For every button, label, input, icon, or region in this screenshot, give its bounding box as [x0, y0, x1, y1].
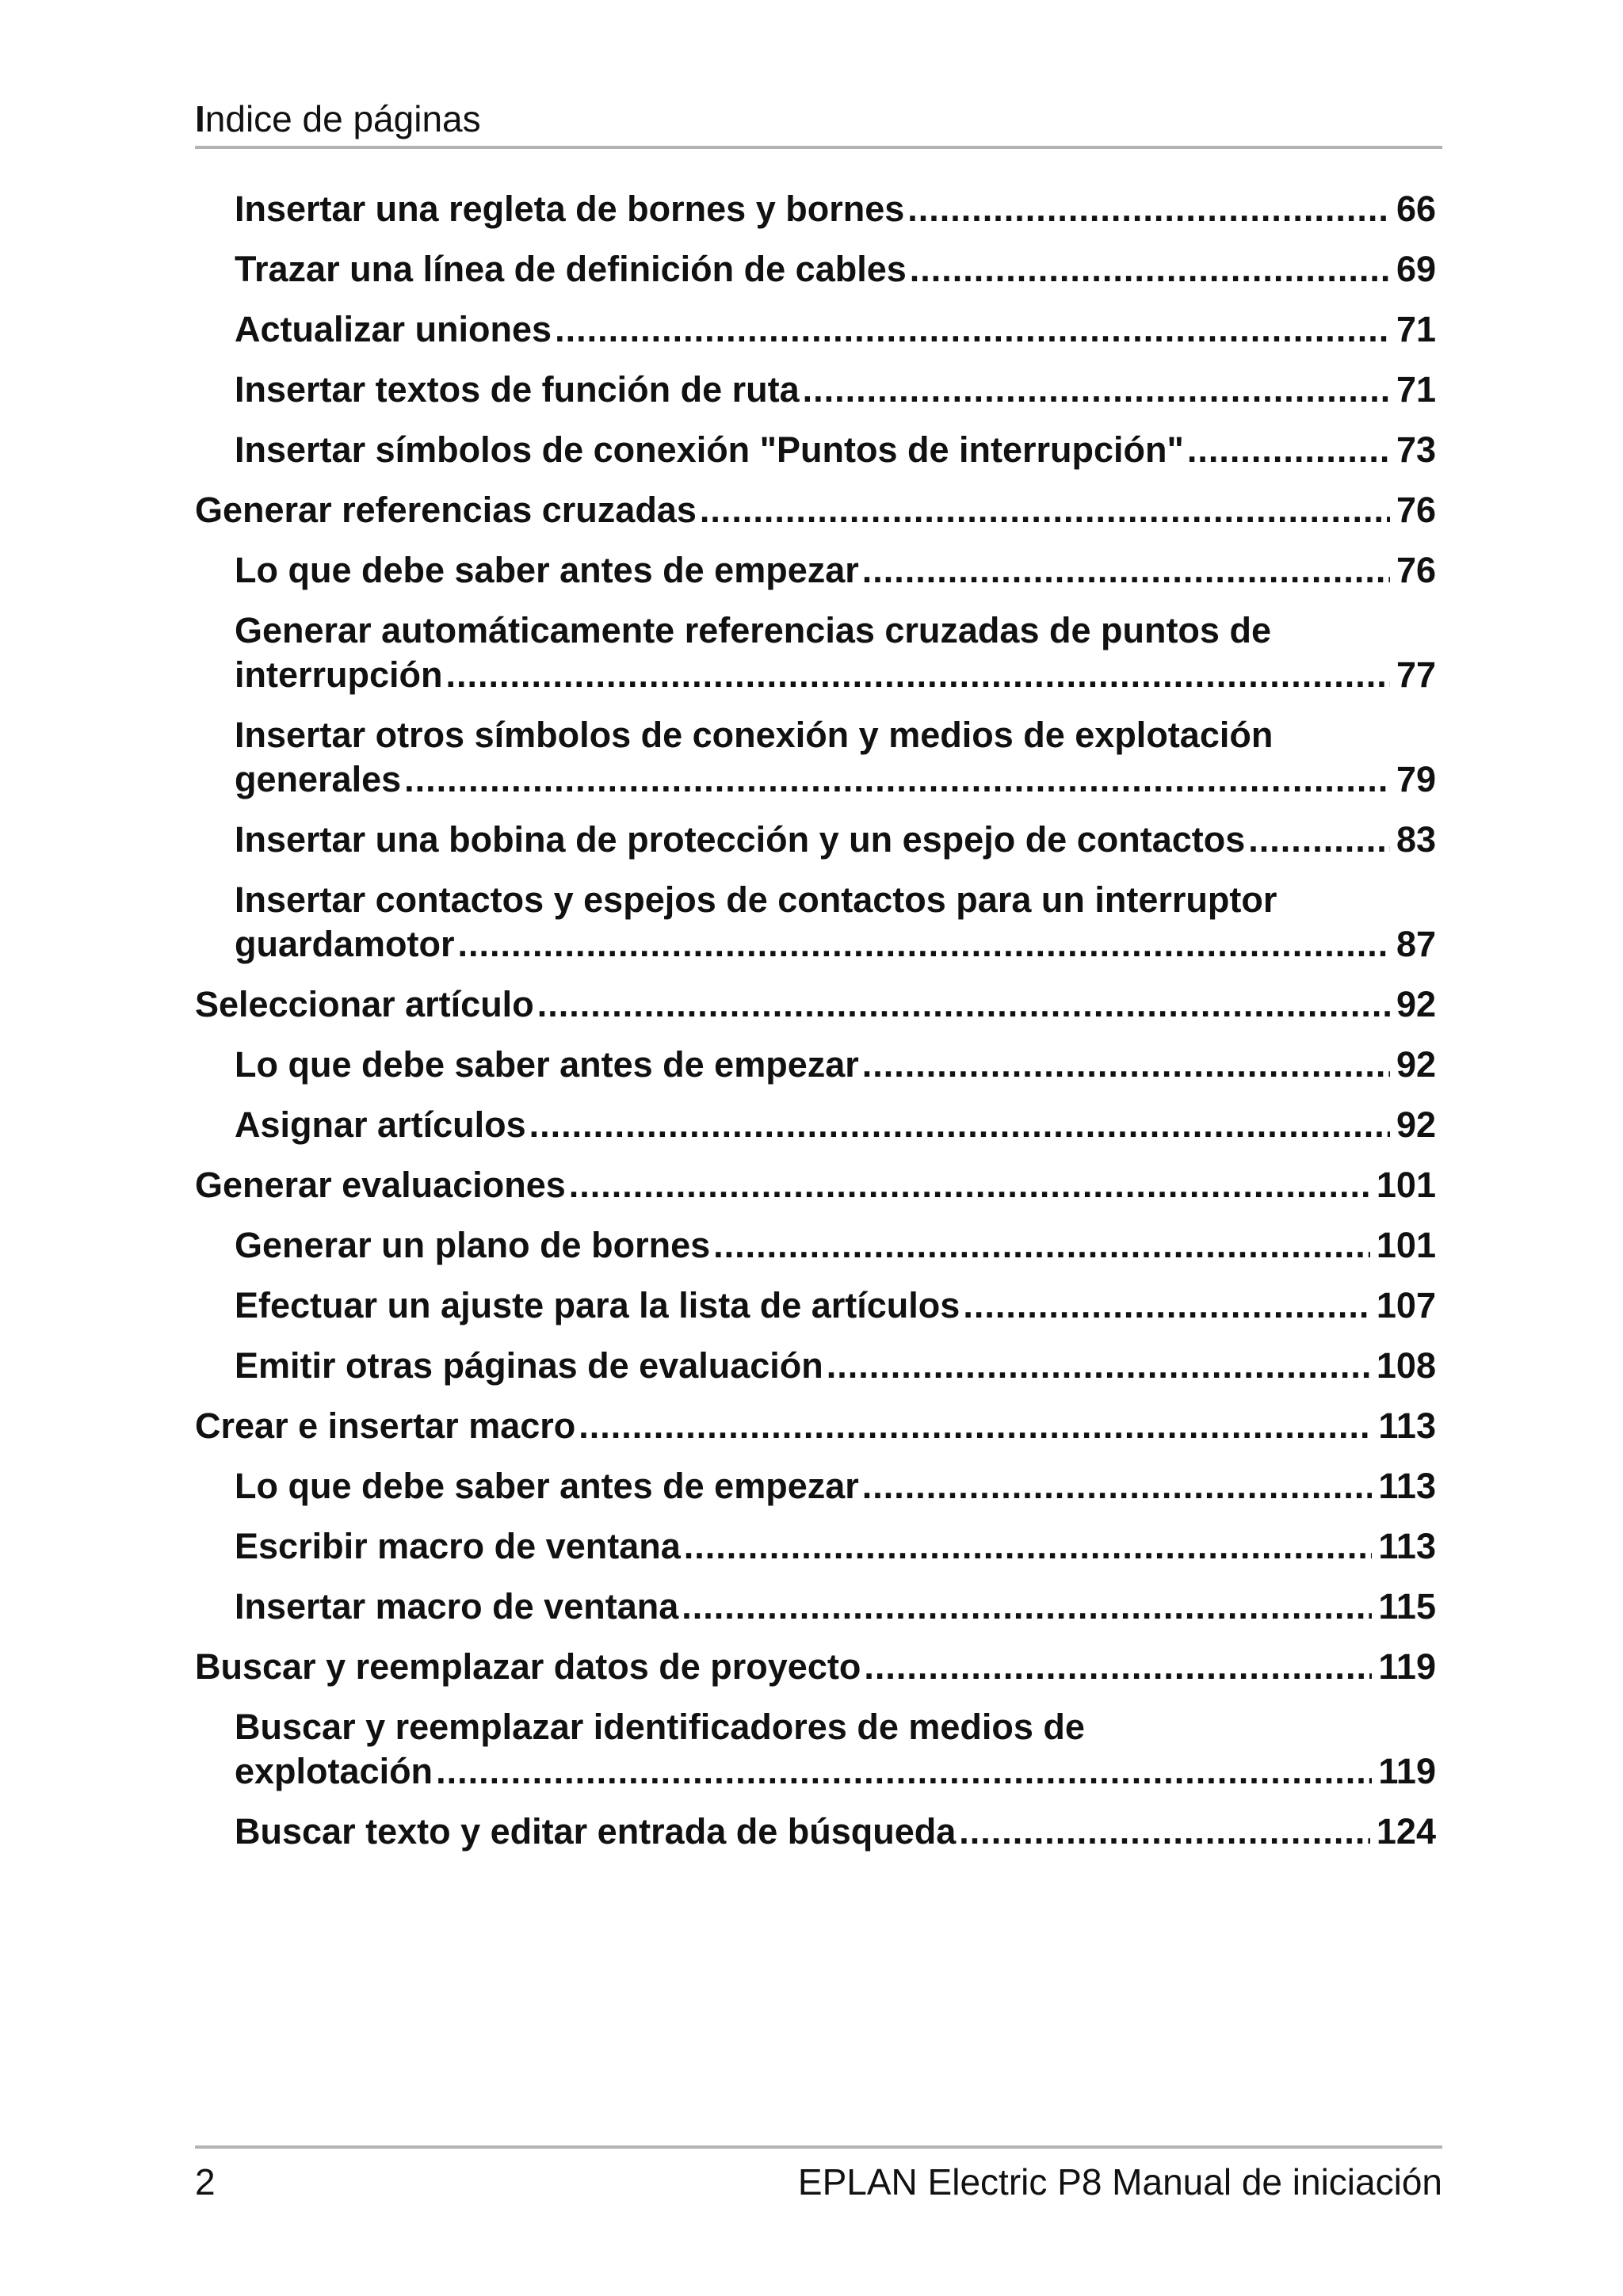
toc-entry-title-line: Insertar contactos y espejos de contactos para un interruptor	[235, 879, 1277, 920]
toc-entry	[195, 1524, 1436, 1569]
toc-entry	[195, 1344, 1436, 1388]
toc-entry-title: generales	[235, 759, 402, 799]
toc-entry-row	[195, 1645, 1436, 1689]
toc-entry-title: Lo que debe saber antes de empezar	[235, 1044, 859, 1085]
toc-entry-row	[235, 1043, 1436, 1087]
toc-entry-page-number: 71	[1396, 369, 1436, 410]
dot-leader	[579, 1404, 1372, 1448]
dot-leader	[684, 1524, 1373, 1569]
toc-entry-row	[195, 982, 1436, 1027]
toc-entry-page-number: 76	[1396, 550, 1436, 590]
toc-entry-title: Lo que debe saber antes de empezar	[235, 550, 859, 590]
toc-entry	[195, 1585, 1436, 1629]
dot-leader	[404, 757, 1390, 802]
dot-leader	[713, 1223, 1370, 1268]
dot-leader	[700, 488, 1390, 532]
toc-entry	[195, 982, 1436, 1027]
toc-entry	[195, 307, 1436, 352]
toc-entry	[195, 818, 1436, 862]
toc-entry	[195, 608, 1436, 697]
toc-entry	[195, 1163, 1436, 1207]
toc-entry-page-number: 92	[1396, 1104, 1436, 1145]
toc-entry-row	[235, 757, 1436, 802]
toc-entry-title: Efectuar un ajuste para la lista de artículos	[235, 1285, 960, 1325]
dot-leader	[446, 653, 1390, 697]
dot-leader	[862, 548, 1390, 593]
dot-leader	[864, 1645, 1372, 1689]
toc-entry-title: Emitir otras páginas de evaluación	[235, 1345, 823, 1386]
page-header	[195, 93, 1442, 149]
toc-entry-row	[235, 368, 1436, 412]
footer-page-number: 2	[195, 2161, 216, 2203]
toc-entry-title: Trazar una línea de definición de cables	[235, 249, 907, 289]
toc-entry-row	[235, 428, 1436, 472]
toc-entry-row	[235, 1223, 1436, 1268]
toc-entry-page-number: 115	[1378, 1586, 1436, 1627]
dot-leader	[682, 1585, 1372, 1629]
toc-entry-row	[235, 1283, 1436, 1328]
dot-leader	[907, 187, 1390, 231]
toc-entry-title: Seleccionar artículo	[195, 984, 534, 1024]
dot-leader	[537, 982, 1390, 1027]
toc-entry-page-number: 107	[1376, 1285, 1436, 1325]
toc-entry-page-number: 113	[1378, 1526, 1436, 1566]
table-of-contents	[195, 187, 1436, 1870]
toc-entry-title: interrupción	[235, 654, 443, 695]
toc-entry-page-number: 69	[1396, 249, 1436, 289]
toc-entry-row	[235, 1103, 1436, 1147]
toc-entry-row	[235, 1524, 1436, 1569]
toc-entry	[195, 713, 1436, 802]
dot-leader	[963, 1283, 1370, 1328]
toc-entry	[195, 1223, 1436, 1268]
toc-entry	[195, 1404, 1436, 1448]
dot-leader	[436, 1749, 1372, 1794]
toc-entry-page-number: 119	[1378, 1646, 1436, 1687]
dot-leader	[862, 1464, 1373, 1508]
toc-entry-title: Insertar una bobina de protección y un espejo de contactos	[235, 819, 1246, 860]
toc-entry	[195, 1043, 1436, 1087]
toc-entry-title: explotación	[235, 1751, 433, 1791]
toc-entry	[195, 1464, 1436, 1508]
footer-book-title: EPLAN Electric P8 Manual de iniciación	[797, 2161, 1442, 2203]
toc-entry-title: Crear e insertar macro	[195, 1405, 576, 1446]
toc-entry-page-number: 76	[1396, 490, 1436, 530]
toc-entry-page-number: 87	[1396, 924, 1436, 964]
toc-entry-row	[235, 1464, 1436, 1508]
toc-entry-row	[235, 653, 1436, 697]
dot-leader	[1187, 428, 1390, 472]
toc-entry-row	[235, 1810, 1436, 1854]
toc-entry-row	[235, 548, 1436, 593]
toc-entry-title-line: Generar automáticamente referencias cruzadas de puntos de	[235, 610, 1271, 650]
toc-entry-row	[235, 818, 1436, 862]
toc-entry-title: Generar evaluaciones	[195, 1165, 566, 1205]
toc-entry-title: guardamotor	[235, 924, 455, 964]
header-title	[195, 97, 481, 141]
toc-entry-page-number: 101	[1376, 1165, 1436, 1205]
toc-entry-row	[235, 247, 1436, 292]
toc-entry-title: Escribir macro de ventana	[235, 1526, 681, 1566]
toc-entry-page-number: 101	[1376, 1225, 1436, 1265]
toc-entry-page-number: 119	[1378, 1751, 1436, 1791]
toc-entry-title: Insertar una regleta de bornes y bornes	[235, 189, 905, 229]
dot-leader	[569, 1163, 1370, 1207]
header-title-initial: I	[195, 98, 205, 139]
toc-entry	[195, 368, 1436, 412]
page-footer	[195, 2145, 1442, 2212]
dot-leader	[910, 247, 1390, 292]
toc-entry	[195, 548, 1436, 593]
dot-leader	[803, 368, 1390, 412]
header-title-rest: ndice de páginas	[204, 98, 481, 139]
toc-entry	[195, 878, 1436, 967]
toc-entry-page-number: 73	[1396, 429, 1436, 470]
toc-entry	[195, 187, 1436, 231]
toc-entry-title: Buscar y reemplazar datos de proyecto	[195, 1646, 861, 1687]
toc-entry-page-number: 92	[1396, 1044, 1436, 1085]
toc-entry-page-number: 83	[1396, 819, 1436, 860]
toc-entry-title-line: Buscar y reemplazar identificadores de medios de	[235, 1707, 1085, 1747]
toc-entry-title: Generar un plano de bornes	[235, 1225, 711, 1265]
dot-leader	[862, 1043, 1390, 1087]
dot-leader	[1248, 818, 1390, 862]
toc-entry	[195, 1103, 1436, 1147]
toc-entry	[195, 1810, 1436, 1854]
toc-entry-row	[235, 922, 1436, 967]
dot-leader	[959, 1810, 1370, 1854]
toc-entry-title: Insertar símbolos de conexión "Puntos de interrupción"	[235, 429, 1184, 470]
toc-entry-row	[195, 1404, 1436, 1448]
toc-entry-row	[235, 1749, 1436, 1794]
toc-entry-page-number: 79	[1396, 759, 1436, 799]
toc-entry	[195, 428, 1436, 472]
toc-entry-row	[235, 1344, 1436, 1388]
toc-entry	[195, 247, 1436, 292]
toc-entry-row	[235, 307, 1436, 352]
toc-entry	[195, 1645, 1436, 1689]
toc-entry-page-number: 71	[1396, 309, 1436, 349]
toc-entry-row	[195, 1163, 1436, 1207]
toc-entry-title-line: Insertar otros símbolos de conexión y medios de explotación	[235, 715, 1274, 755]
dot-leader	[458, 922, 1390, 967]
dot-leader	[529, 1103, 1390, 1147]
toc-entry-title: Insertar macro de ventana	[235, 1586, 679, 1627]
toc-entry-page-number: 66	[1396, 189, 1436, 229]
toc-entry-row	[195, 488, 1436, 532]
toc-entry-title: Insertar textos de función de ruta	[235, 369, 800, 410]
toc-entry-row	[235, 187, 1436, 231]
toc-entry-title: Buscar texto y editar entrada de búsqueda	[235, 1811, 957, 1852]
toc-entry-title: Lo que debe saber antes de empezar	[235, 1466, 859, 1506]
toc-entry-page-number: 77	[1396, 654, 1436, 695]
toc-entry-page-number: 124	[1376, 1811, 1436, 1852]
toc-entry-row	[235, 1585, 1436, 1629]
toc-entry-page-number: 92	[1396, 984, 1436, 1024]
toc-entry-title: Generar referencias cruzadas	[195, 490, 697, 530]
toc-entry	[195, 488, 1436, 532]
toc-entry-page-number: 113	[1378, 1405, 1436, 1446]
toc-entry	[195, 1705, 1436, 1794]
toc-entry-page-number: 108	[1376, 1345, 1436, 1386]
dot-leader	[555, 307, 1390, 352]
toc-entry-page-number: 113	[1378, 1466, 1436, 1506]
dot-leader	[827, 1344, 1370, 1388]
toc-entry-title: Asignar artículos	[235, 1104, 526, 1145]
toc-entry-title: Actualizar uniones	[235, 309, 552, 349]
toc-entry	[195, 1283, 1436, 1328]
